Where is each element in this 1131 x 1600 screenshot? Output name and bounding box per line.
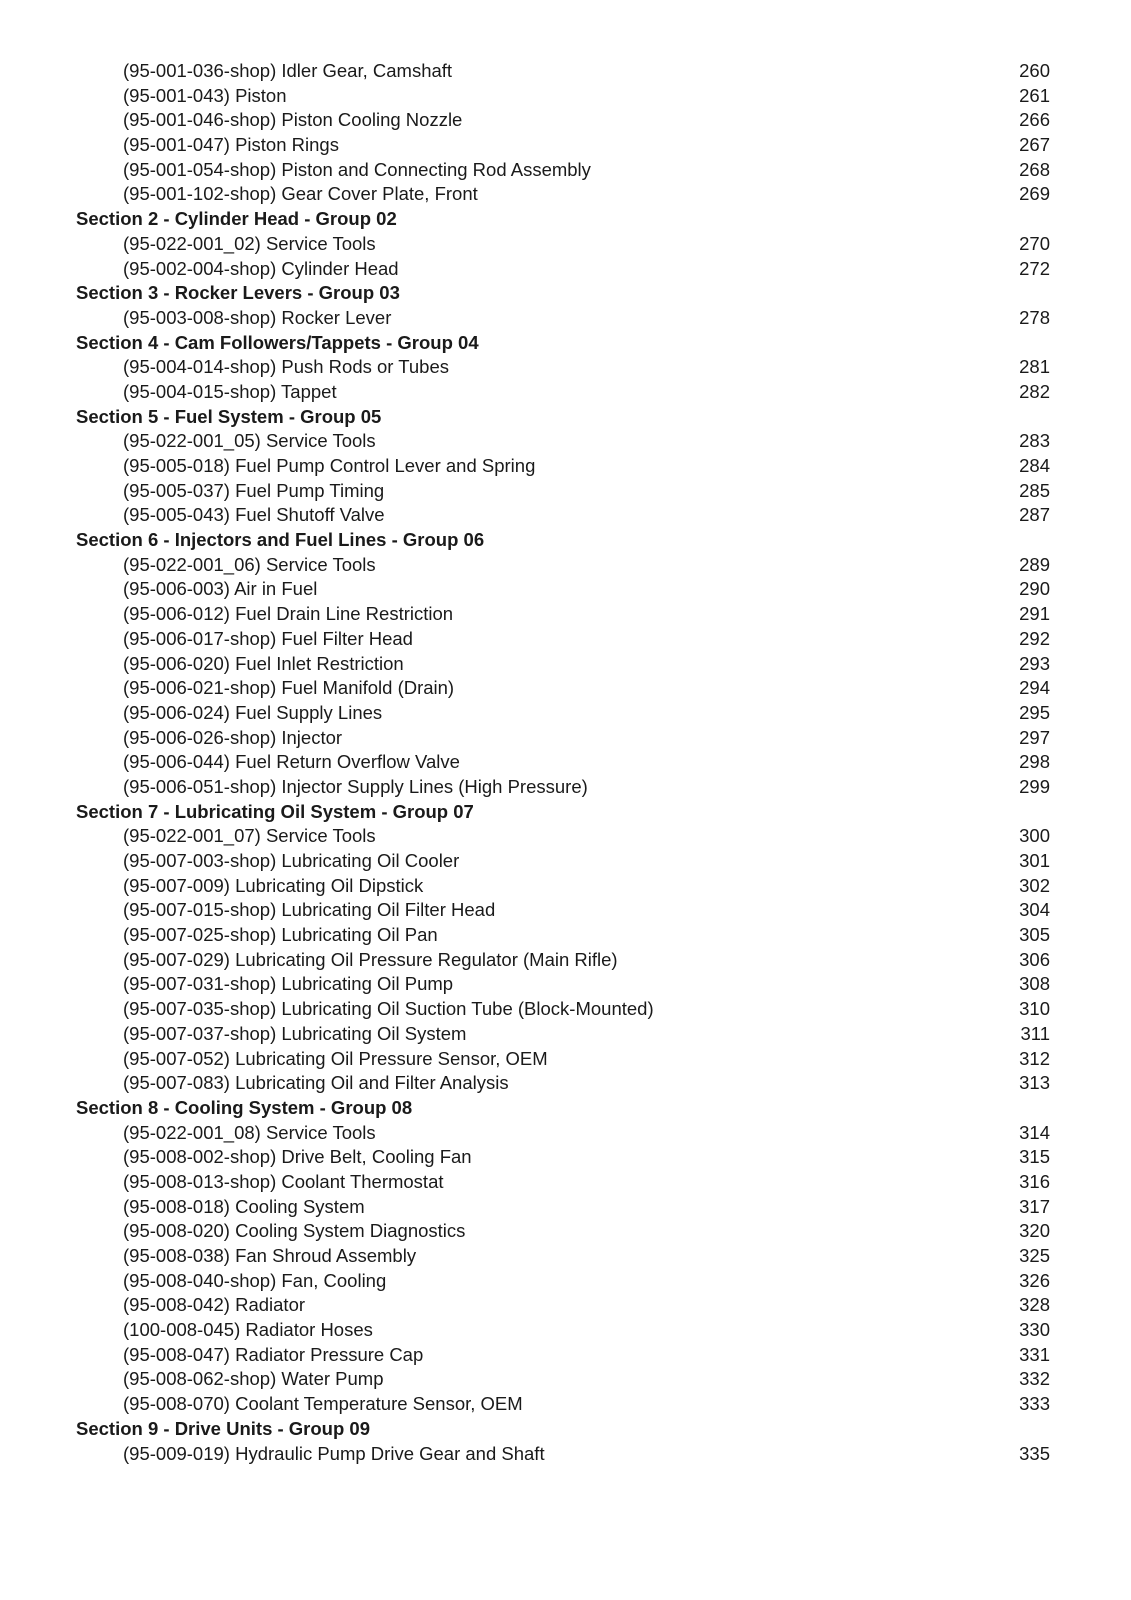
toc-entry[interactable] bbox=[0, 380, 1131, 405]
page-number: 320 bbox=[1019, 1220, 1050, 1242]
page-number: 281 bbox=[1019, 356, 1050, 378]
toc-section-heading bbox=[0, 281, 1131, 306]
toc-entry[interactable] bbox=[0, 1293, 1131, 1318]
page-number: 332 bbox=[1019, 1368, 1050, 1390]
page-number: 289 bbox=[1019, 553, 1050, 575]
toc-entry[interactable] bbox=[0, 627, 1131, 652]
entry-title: (95-007-031-shop) Lubricating Oil Pump bbox=[123, 973, 454, 995]
page-number: 268 bbox=[1019, 158, 1050, 180]
toc-entry[interactable] bbox=[0, 553, 1131, 578]
section-title: Section 9 - Drive Units - Group 09 bbox=[76, 1417, 371, 1439]
page-number: 300 bbox=[1019, 825, 1050, 847]
entry-title: (95-007-003-shop) Lubricating Oil Cooler bbox=[123, 850, 460, 871]
page-number: 314 bbox=[1019, 1121, 1050, 1143]
entry-title: (95-006-003) Air in Fuel bbox=[123, 578, 318, 600]
toc-entry[interactable] bbox=[0, 1392, 1131, 1417]
entry-title: (95-003-008-shop) Rocker Lever bbox=[123, 306, 392, 328]
toc-entry[interactable] bbox=[0, 1022, 1131, 1047]
page-number: 261 bbox=[1019, 84, 1050, 106]
toc-entry[interactable] bbox=[0, 652, 1131, 677]
entry-title: (95-022-001_08) Service Tools bbox=[123, 1121, 376, 1143]
entry-title: (95-022-001_05) Service Tools bbox=[123, 430, 376, 452]
entry-title: (95-008-018) Cooling System bbox=[123, 1195, 365, 1217]
toc-entry[interactable] bbox=[0, 1318, 1131, 1343]
entry-title: (95-008-042) Radiator bbox=[123, 1294, 306, 1316]
page-number: 331 bbox=[1019, 1343, 1050, 1365]
entry-title: (95-007-037-shop) Lubricating Oil System bbox=[123, 1022, 467, 1044]
page-number: 267 bbox=[1019, 134, 1050, 156]
entry-title: (95-007-029) Lubricating Oil Pressure Regulator (Main Rifle) bbox=[123, 948, 618, 970]
page-number: 302 bbox=[1019, 874, 1050, 896]
page-number: 269 bbox=[1019, 183, 1050, 205]
toc-entry[interactable] bbox=[0, 108, 1131, 133]
page-number: 285 bbox=[1019, 479, 1050, 501]
toc-entry[interactable] bbox=[0, 1219, 1131, 1244]
entry-title: (95-009-019) Hydraulic Pump Drive Gear and Shaft bbox=[123, 1442, 545, 1464]
toc-entry[interactable] bbox=[0, 355, 1131, 380]
toc-entry[interactable] bbox=[0, 948, 1131, 973]
page-number: 266 bbox=[1019, 109, 1050, 131]
entry-title: (95-008-002-shop) Drive Belt, Cooling Fan bbox=[123, 1146, 472, 1168]
entry-title: (95-007-052) Lubricating Oil Pressure Sensor, OEM bbox=[123, 1047, 548, 1069]
entry-title: (95-002-004-shop) Cylinder Head bbox=[123, 257, 399, 279]
toc-entry[interactable] bbox=[0, 1269, 1131, 1294]
page-number: 317 bbox=[1019, 1195, 1050, 1217]
toc-entry[interactable] bbox=[0, 503, 1131, 528]
toc-section-heading bbox=[0, 405, 1131, 430]
entry-title: (95-008-013-shop) Coolant Thermostat bbox=[123, 1170, 444, 1192]
entry-title: (95-007-083) Lubricating Oil and Filter Analysis bbox=[123, 1072, 509, 1094]
toc-entry[interactable] bbox=[0, 972, 1131, 997]
toc-section-heading bbox=[0, 1096, 1131, 1121]
entry-title: (95-006-012) Fuel Drain Line Restriction bbox=[123, 603, 454, 625]
entry-title: (95-022-001_02) Service Tools bbox=[123, 232, 376, 254]
entry-title: (95-008-038) Fan Shroud Assembly bbox=[123, 1245, 417, 1266]
section-title: Section 6 - Injectors and Fuel Lines - Group 06 bbox=[76, 529, 485, 551]
entry-title: (95-006-020) Fuel Inlet Restriction bbox=[123, 652, 404, 674]
entry-title: (95-001-046-shop) Piston Cooling Nozzle bbox=[123, 109, 463, 131]
toc-entry[interactable] bbox=[0, 1367, 1131, 1392]
entry-title: (95-006-051-shop) Injector Supply Lines (High Pressure) bbox=[123, 775, 588, 797]
toc-section-heading bbox=[0, 528, 1131, 553]
page-number: 294 bbox=[1019, 677, 1050, 699]
page-number: 304 bbox=[1019, 899, 1050, 921]
entry-title: (95-006-026-shop) Injector bbox=[123, 726, 343, 748]
entry-title: (95-007-015-shop) Lubricating Oil Filter Head bbox=[123, 899, 496, 921]
toc-entry[interactable] bbox=[0, 306, 1131, 331]
toc-entry[interactable] bbox=[0, 997, 1131, 1022]
entry-title: (95-008-062-shop) Water Pump bbox=[123, 1368, 384, 1390]
entry-title: (95-001-047) Piston Rings bbox=[123, 134, 339, 156]
page-number: 292 bbox=[1019, 627, 1050, 649]
entry-title: (95-005-018) Fuel Pump Control Lever and Spring bbox=[123, 455, 536, 476]
page-number: 284 bbox=[1019, 455, 1050, 476]
toc-entry[interactable] bbox=[0, 1145, 1131, 1170]
page-number: 328 bbox=[1019, 1294, 1050, 1316]
page-number: 310 bbox=[1019, 998, 1050, 1020]
entry-title: (95-007-035-shop) Lubricating Oil Suction Tube (Block-Mounted) bbox=[123, 998, 654, 1020]
page-number: 298 bbox=[1019, 751, 1050, 773]
page-number: 293 bbox=[1019, 652, 1050, 674]
page-number: 311 bbox=[1020, 1022, 1050, 1044]
entry-title: (95-008-020) Cooling System Diagnostics bbox=[123, 1220, 466, 1242]
toc-entry[interactable] bbox=[0, 133, 1131, 158]
toc-entry[interactable] bbox=[0, 1442, 1131, 1467]
page-number: 333 bbox=[1019, 1393, 1050, 1415]
page-number: 272 bbox=[1019, 257, 1050, 279]
entry-title: (95-001-102-shop) Gear Cover Plate, Front bbox=[123, 183, 478, 205]
entry-title: (95-006-024) Fuel Supply Lines bbox=[123, 701, 383, 723]
page-number: 278 bbox=[1019, 306, 1050, 328]
section-title: Section 2 - Cylinder Head - Group 02 bbox=[76, 208, 397, 230]
page-number: 312 bbox=[1019, 1047, 1050, 1069]
toc-entry[interactable] bbox=[0, 726, 1131, 751]
section-title: Section 4 - Cam Followers/Tappets - Group 04 bbox=[76, 331, 479, 353]
page-number: 260 bbox=[1019, 60, 1050, 81]
toc-entry[interactable] bbox=[0, 775, 1131, 800]
entry-title: (95-005-037) Fuel Pump Timing bbox=[123, 479, 385, 501]
page-number: 297 bbox=[1019, 726, 1050, 748]
entry-title: (95-006-017-shop) Fuel Filter Head bbox=[123, 627, 413, 649]
entry-title: (95-001-054-shop) Piston and Connecting Rod Assembly bbox=[123, 158, 591, 180]
toc-entry[interactable] bbox=[0, 1047, 1131, 1072]
toc-entry[interactable] bbox=[0, 676, 1131, 701]
section-title: Section 8 - Cooling System - Group 08 bbox=[76, 1096, 413, 1118]
entry-title: (95-022-001_07) Service Tools bbox=[123, 825, 376, 847]
entry-title: (95-007-025-shop) Lubricating Oil Pan bbox=[123, 924, 438, 946]
toc-entry[interactable] bbox=[0, 158, 1131, 183]
toc-entry[interactable] bbox=[0, 429, 1131, 454]
toc-section-heading bbox=[0, 331, 1131, 356]
entry-title: (95-006-021-shop) Fuel Manifold (Drain) bbox=[123, 677, 455, 699]
page-number: 287 bbox=[1019, 504, 1050, 526]
page-number: 290 bbox=[1019, 578, 1050, 600]
toc-entry[interactable] bbox=[0, 1343, 1131, 1368]
toc-entry[interactable] bbox=[0, 750, 1131, 775]
toc-entry[interactable] bbox=[0, 59, 1131, 84]
entry-title: (95-005-043) Fuel Shutoff Valve bbox=[123, 504, 385, 526]
toc-entry[interactable] bbox=[0, 701, 1131, 726]
entry-title: (95-001-036-shop) Idler Gear, Camshaft bbox=[123, 60, 453, 81]
page-number: 295 bbox=[1019, 701, 1050, 723]
entry-title: (95-008-070) Coolant Temperature Sensor, OEM bbox=[123, 1393, 523, 1415]
toc-entry[interactable] bbox=[0, 874, 1131, 899]
toc-entry[interactable] bbox=[0, 479, 1131, 504]
page-number: 308 bbox=[1019, 973, 1050, 995]
toc-entry[interactable] bbox=[0, 824, 1131, 849]
entry-title: (95-007-009) Lubricating Oil Dipstick bbox=[123, 874, 424, 896]
toc-entry[interactable] bbox=[0, 257, 1131, 282]
toc-section-heading bbox=[0, 800, 1131, 825]
toc-entry[interactable] bbox=[0, 1170, 1131, 1195]
page-number: 283 bbox=[1019, 430, 1050, 452]
page-number: 326 bbox=[1019, 1269, 1050, 1291]
page-number: 330 bbox=[1019, 1319, 1050, 1341]
entry-title: (100-008-045) Radiator Hoses bbox=[123, 1319, 373, 1341]
toc-section-heading bbox=[0, 1417, 1131, 1442]
toc-entry[interactable] bbox=[0, 602, 1131, 627]
entry-title: (95-004-015-shop) Tappet bbox=[123, 380, 337, 402]
page-number: 306 bbox=[1019, 948, 1050, 970]
entry-title: (95-008-047) Radiator Pressure Cap bbox=[123, 1343, 424, 1365]
entry-title: (95-004-014-shop) Push Rods or Tubes bbox=[123, 356, 449, 378]
page-number: 270 bbox=[1019, 232, 1050, 254]
toc-entry[interactable] bbox=[0, 898, 1131, 923]
toc-entry[interactable] bbox=[0, 84, 1131, 109]
toc-entry[interactable] bbox=[0, 577, 1131, 602]
toc-entry[interactable] bbox=[0, 454, 1131, 479]
page-number: 316 bbox=[1019, 1170, 1050, 1192]
page-number: 335 bbox=[1019, 1442, 1050, 1464]
toc-section-heading bbox=[0, 207, 1131, 232]
page-number: 325 bbox=[1019, 1245, 1050, 1266]
entry-title: (95-006-044) Fuel Return Overflow Valve bbox=[123, 751, 460, 773]
section-title: Section 3 - Rocker Levers - Group 03 bbox=[76, 282, 400, 304]
page-number: 291 bbox=[1019, 603, 1050, 625]
page-number: 282 bbox=[1019, 380, 1050, 402]
page-number: 305 bbox=[1019, 924, 1050, 946]
table-of-contents bbox=[0, 59, 1131, 1466]
section-title: Section 5 - Fuel System - Group 05 bbox=[76, 405, 382, 427]
page-number: 301 bbox=[1019, 850, 1050, 871]
toc-entry[interactable] bbox=[0, 923, 1131, 948]
toc-entry[interactable] bbox=[0, 1244, 1131, 1269]
entry-title: (95-008-040-shop) Fan, Cooling bbox=[123, 1269, 387, 1291]
page-number: 315 bbox=[1019, 1146, 1050, 1168]
toc-entry[interactable] bbox=[0, 1071, 1131, 1096]
section-title: Section 7 - Lubricating Oil System - Group 07 bbox=[76, 800, 474, 822]
toc-entry[interactable] bbox=[0, 182, 1131, 207]
toc-entry[interactable] bbox=[0, 1195, 1131, 1220]
page-number: 299 bbox=[1019, 775, 1050, 797]
toc-entry[interactable] bbox=[0, 849, 1131, 874]
toc-entry[interactable] bbox=[0, 232, 1131, 257]
page-number: 313 bbox=[1019, 1072, 1050, 1094]
entry-title: (95-022-001_06) Service Tools bbox=[123, 553, 376, 575]
entry-title: (95-001-043) Piston bbox=[123, 84, 287, 106]
toc-entry[interactable] bbox=[0, 1121, 1131, 1146]
